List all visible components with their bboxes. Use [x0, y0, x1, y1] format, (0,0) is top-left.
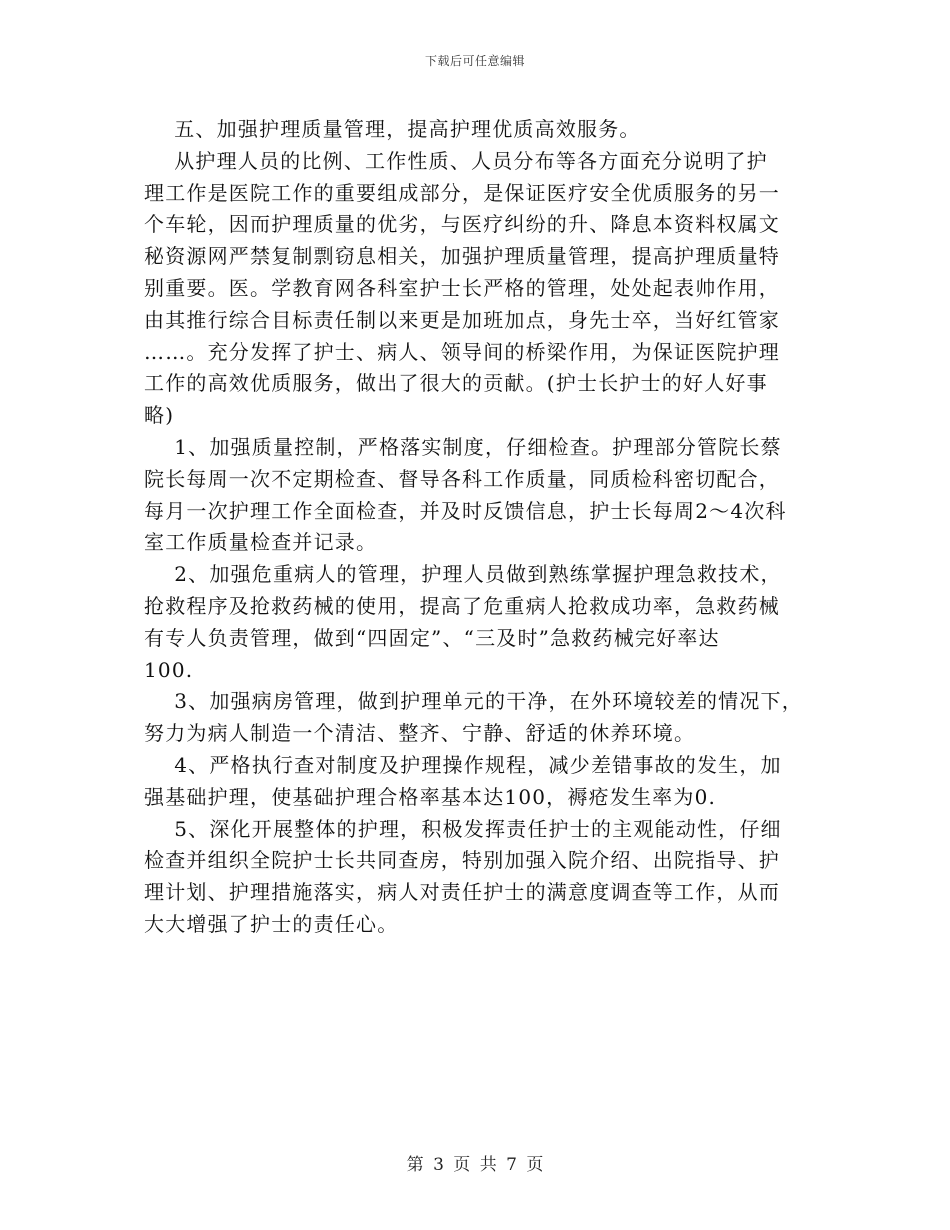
text-line: 5、深化开展整体的护理，积极发挥责任护士的主观能动性，仔细: [144, 816, 782, 841]
text-line: 秘资源网严禁复制剽窃息相关，加强护理质量管理，提高护理质量特: [144, 244, 780, 269]
text-line: 个车轮，因而护理质量的优劣，与医疗纠纷的升、降息本资料权属文: [144, 212, 780, 237]
text-line: 别重要。医。学教育网各科室护士长严格的管理，处处起表帅作用，: [144, 275, 780, 300]
text-line: 每月一次护理工作全面检查，并及时反馈信息，护士长每周2～4次科: [144, 498, 787, 523]
text-line: 室工作质量检查并记录。: [144, 530, 378, 555]
page-number: 第 3 页 共 7 页: [406, 1155, 544, 1175]
text-line: 1、加强质量控制，严格落实制度，仔细检查。护理部分管院长蔡: [144, 434, 782, 459]
text-line: 从护理人员的比例、工作性质、人员分布等各方面充分说明了护: [144, 148, 768, 173]
page-header: 下载后可任意编辑: [424, 54, 525, 68]
text-line: 抢救程序及抢救药械的使用，提高了危重病人抢救成功率，急救药械: [144, 593, 780, 618]
text-line: 五、加强护理质量管理，提高护理优质高效服务。: [144, 117, 641, 141]
text-line: 理计划、护理措施落实，病人对责任护士的满意度调查等工作，从而: [144, 880, 780, 905]
text-line: 由其推行综合目标责任制以来更是加班加点，身先士卒，当好红管家: [144, 307, 780, 332]
text-line: 检查并组织全院护士长共同查房，特别加强入院介绍、出院指导、护: [144, 848, 780, 873]
text-line: 3、加强病房管理，做到护理单元的干净，在外环境较差的情况下，: [144, 689, 803, 714]
text-line: 有专人负责管理，做到“四固定”、“三及时”急救药械完好率达: [144, 625, 720, 650]
document-body: [144, 114, 824, 941]
text-line: 大大增强了护士的责任心。: [144, 911, 399, 936]
text-line: 努力为病人制造一个清洁、整齐、宁静、舒适的休养环境。: [144, 721, 696, 746]
text-line: 理工作是医院工作的重要组成部分，是保证医疗安全优质服务的另一: [144, 180, 780, 205]
text-line: 4、严格执行查对制度及护理操作规程，减少差错事故的发生，加: [144, 752, 782, 777]
text-line: 2、加强危重病人的管理，护理人员做到熟练掌握护理急救技术，: [144, 562, 782, 587]
text-line: ……。充分发挥了护士、病人、领导间的桥梁作用，为保证医院护理: [144, 339, 780, 364]
text-line: 100.: [144, 657, 194, 682]
text-line: 工作的高效优质服务，做出了很大的贡献。(护士长护士的好人好事: [144, 371, 768, 396]
text-line: 院长每周一次不定期检查、督导各科工作质量，同质检科密切配合，: [144, 466, 780, 491]
text-line: 强基础护理，使基础护理合格率基本达100，褥疮发生率为0.: [144, 784, 717, 809]
text-line: 略): [144, 403, 175, 428]
